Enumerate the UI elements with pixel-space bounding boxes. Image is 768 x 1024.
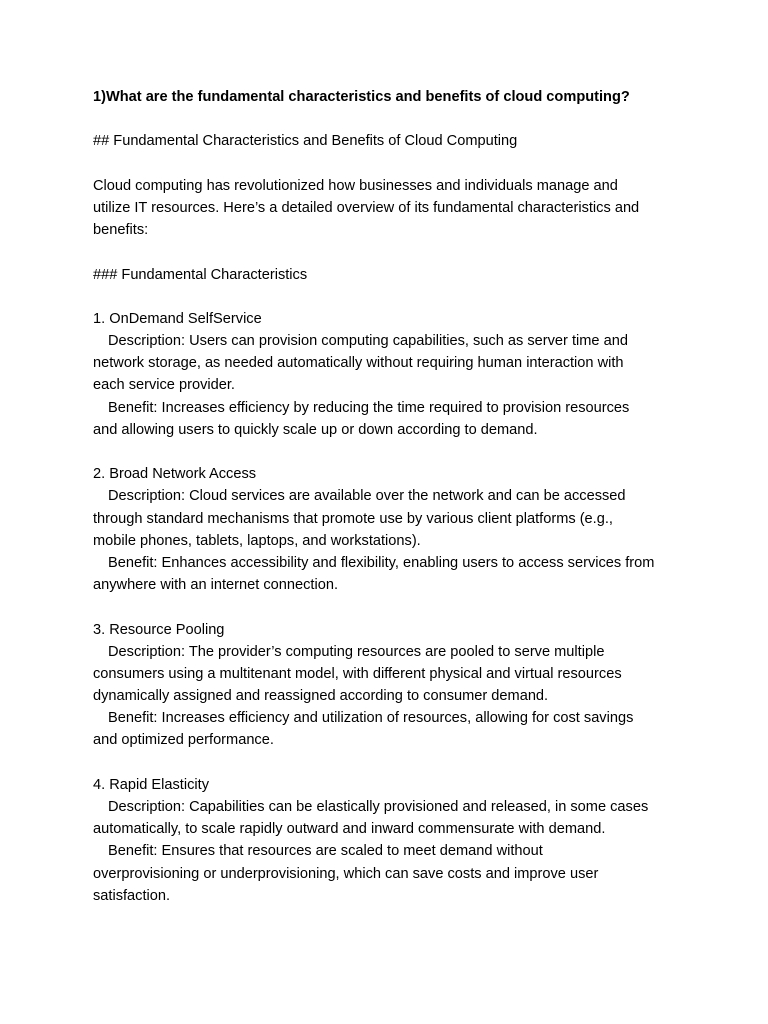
sub-heading: ### Fundamental Characteristics: [93, 266, 308, 283]
item-benefit-line: and allowing users to quickly scale up or down according to demand.: [93, 421, 538, 438]
item-description-line: each service provider.: [93, 377, 235, 394]
item-description-line: consumers using a multitenant model, with different physical and virtual resources: [93, 665, 622, 682]
spacer: [93, 596, 693, 618]
item-description-line: Description: Capabilities can be elastically provisioned and released, in some cases: [108, 799, 649, 815]
spacer: [93, 441, 693, 463]
document-page: [93, 86, 693, 907]
item-title: 4. Rapid Elasticity: [93, 776, 209, 793]
item-benefit-line: Benefit: Increases efficiency by reducing the time required to provision resources: [108, 399, 630, 416]
item-benefit-line: Benefit: Increases efficiency and utilization of resources, allowing for cost savings: [108, 710, 634, 727]
item-title: 1. OnDemand SelfService: [93, 310, 262, 327]
item-description-line: dynamically assigned and reassigned according to consumer demand.: [93, 688, 549, 705]
intro-paragraph: [93, 175, 693, 242]
item-description-line: automatically, to scale rapidly outward and inward commensurate with demand.: [93, 821, 606, 838]
main-heading: ## Fundamental Characteristics and Benefits of Cloud Computing: [93, 133, 518, 150]
item-benefit-line: anywhere with an internet connection.: [93, 577, 339, 594]
intro-line: benefits:: [93, 222, 149, 239]
intro-line: Cloud computing has revolutionized how businesses and individuals manage and: [93, 177, 618, 194]
list-item: [93, 463, 693, 596]
question-heading: 1)What are the fundamental characteristics and benefits of cloud computing?: [93, 89, 630, 105]
item-description-line: mobile phones, tablets, laptops, and workstations).: [93, 532, 421, 549]
spacer: [93, 108, 693, 130]
item-description-line: Description: Users can provision computing capabilities, such as server time and: [108, 333, 628, 350]
item-title: 3. Resource Pooling: [93, 621, 225, 638]
item-benefit-line: and optimized performance.: [93, 732, 274, 749]
item-description-line: network storage, as needed automatically without requiring human interaction with: [93, 355, 624, 372]
item-benefit-line: overprovisioning or underprovisioning, which can save costs and improve user: [93, 865, 599, 882]
intro-line: utilize IT resources. Here’s a detailed overview of its fundamental characteristics and: [93, 199, 640, 216]
list-item: [93, 308, 693, 441]
item-description-line: Description: The provider’s computing resources are pooled to serve multiple: [108, 643, 605, 660]
item-benefit-line: satisfaction.: [93, 887, 171, 904]
list-item: [93, 774, 693, 907]
item-description-line: through standard mechanisms that promote use by various client platforms (e.g.,: [93, 510, 613, 527]
spacer: [93, 241, 693, 263]
item-title: 2. Broad Network Access: [93, 466, 257, 483]
list-item: [93, 619, 693, 752]
item-benefit-line: Benefit: Ensures that resources are scaled to meet demand without: [108, 843, 543, 860]
spacer: [93, 286, 693, 308]
item-benefit-line: Benefit: Enhances accessibility and flexibility, enabling users to access services from: [108, 554, 655, 571]
spacer: [93, 752, 693, 774]
spacer: [93, 153, 693, 175]
item-description-line: Description: Cloud services are available over the network and can be accessed: [108, 488, 626, 505]
